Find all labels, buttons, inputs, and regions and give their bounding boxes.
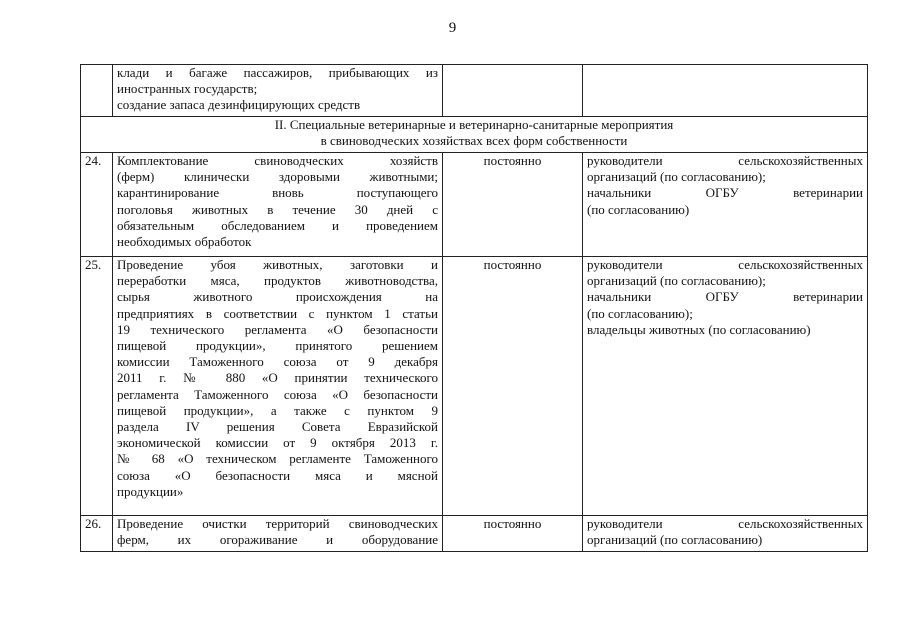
table-row <box>81 153 868 257</box>
responsible-cell <box>583 516 868 552</box>
resp-line: начальники ОГБУ ветеринарии <box>587 185 863 201</box>
text-line: необходимых обработок <box>117 234 252 250</box>
resp-line: (по согласованию) <box>587 201 690 217</box>
resp-line: организаций (по согласованию); <box>587 169 766 185</box>
text-line: Проведение убоя животных, заготовки и <box>117 257 438 272</box>
continued-resp-cell <box>583 65 868 117</box>
text-line: продукции» <box>117 483 184 499</box>
continued-row <box>81 65 868 117</box>
row-number: 24. <box>81 153 113 257</box>
text-line: комиссии Таможенного союза от 9 декабря <box>117 354 438 370</box>
term-cell: постоянно <box>443 516 583 552</box>
resp-line: организаций (по согласованию) <box>587 532 763 548</box>
responsible-cell <box>583 257 868 516</box>
measure-text-cell <box>113 257 443 516</box>
text-line: экономической комиссии от 9 октября 2013 г. <box>117 435 438 451</box>
text-line: обязательным обследованием и проведением <box>117 217 438 233</box>
resp-line: (по согласованию); <box>587 305 693 321</box>
continued-text-cell <box>113 65 443 117</box>
table-row <box>81 257 868 516</box>
resp-line: руководители сельскохозяйственных <box>587 516 863 531</box>
text-line: союза «О безопасности мяса и мясной <box>117 467 438 483</box>
measure-text-cell <box>113 153 443 257</box>
resp-line: руководители сельскохозяйственных <box>587 257 863 272</box>
text-line: регламента Таможенного союза «О безопасности <box>117 386 438 402</box>
row-number: 26. <box>81 516 113 552</box>
text-line: создание запаса дезинфицирующих средств <box>117 97 361 113</box>
continued-term-cell <box>443 65 583 117</box>
responsible-cell <box>583 153 868 257</box>
text-line: сырья животного происхождения на <box>117 289 438 305</box>
continued-num-cell <box>81 65 113 117</box>
section-subtitle: в свиноводческих хозяйствах всех форм собственности <box>320 133 628 149</box>
text-line: 19 технического регламента «О безопасности <box>117 321 438 337</box>
text-line: Комплектование свиноводческих хозяйств <box>117 153 438 168</box>
section-title: II. Специальные ветеринарные и ветеринарно-санитарные мероприятия <box>274 117 674 132</box>
text-line: карантинирование вновь поступающего <box>117 185 438 201</box>
text-line: предприятиях в соответствии с пунктом 1 статьи <box>117 305 438 321</box>
text-line: Проведение очистки территорий свиноводческих <box>117 516 438 531</box>
text-line: 2011 г. № 880 «О принятии технического <box>117 370 438 386</box>
text-line: поголовья животных в течение 30 дней с <box>117 201 438 217</box>
text-line: раздела IV решения Совета Евразийской <box>117 419 438 435</box>
resp-line: начальники ОГБУ ветеринарии <box>587 289 863 305</box>
term-cell: постоянно <box>443 257 583 516</box>
row-number: 25. <box>81 257 113 516</box>
text-line: иностранных государств; <box>117 81 258 97</box>
table-row <box>81 516 868 552</box>
resp-line: руководители сельскохозяйственных <box>587 153 863 168</box>
resp-line: владельцы животных (по согласованию) <box>587 321 811 337</box>
measure-text-cell <box>113 516 443 552</box>
resp-line: организаций (по согласованию); <box>587 273 766 289</box>
text-line: переработки мяса, продуктов животноводства, <box>117 273 438 289</box>
text-line: пищевой продукции», принятого решением <box>117 338 438 354</box>
text-line: ферм, их огораживание и оборудование <box>117 532 438 548</box>
text-line: клади и багаже пассажиров, прибывающих из <box>117 65 438 80</box>
text-line: пищевой продукции», а также с пунктом 9 <box>117 402 438 418</box>
section-header <box>81 117 868 153</box>
text-line: (ферм) клинически здоровыми животными; <box>117 169 438 185</box>
text-line: № 68 «О техническом регламенте Таможенного <box>117 451 438 467</box>
section-header-row <box>81 117 868 153</box>
page-number: 9 <box>448 20 457 36</box>
term-cell: постоянно <box>443 153 583 257</box>
measures-table <box>80 64 868 552</box>
